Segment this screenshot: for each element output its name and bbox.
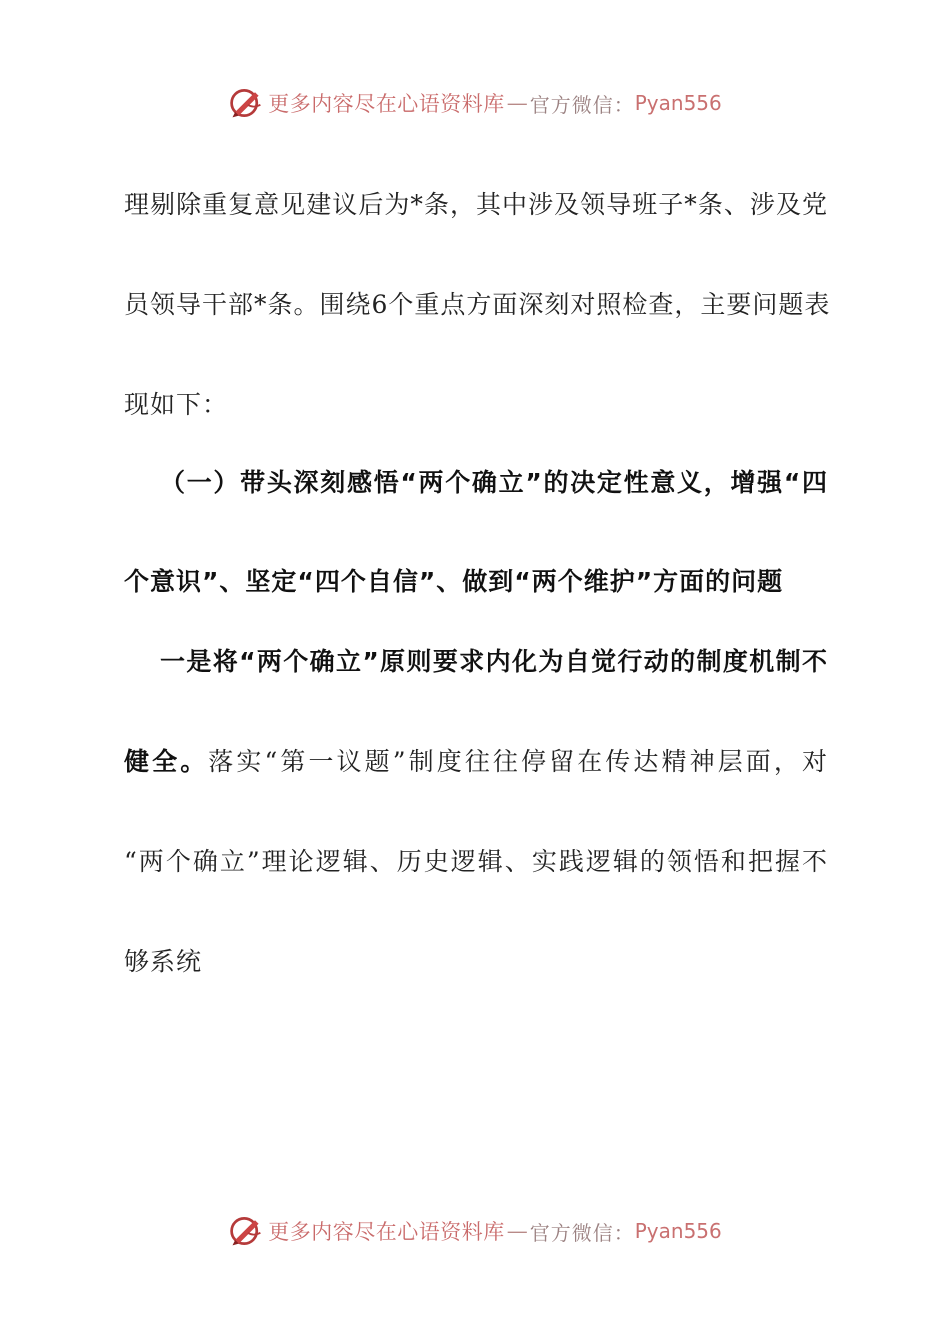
paragraph-2-bold-line-1: 一是将“两个确立”原则要求内化为自觉行动的制度机制不 bbox=[160, 647, 828, 676]
footer-official-label: 官方微信： bbox=[529, 1220, 635, 1245]
footer-wechat-id: Pyan556 bbox=[634, 1219, 722, 1243]
pen-logo-icon bbox=[228, 85, 264, 121]
paragraph-1-line-3: 现如下： bbox=[124, 390, 229, 419]
footer-brand: 更多内容尽在心语资料库 bbox=[268, 1220, 505, 1244]
paragraph-2-line-4: 够系统 bbox=[124, 947, 203, 976]
heading-1-line-1: （一）带头深刻感悟“两个确立”的决定性意义，增强“四 bbox=[160, 468, 828, 497]
paragraph-2-line-2-rest: 落实“第一议题”制度往往停留在传达精神层面，对 bbox=[208, 747, 828, 776]
banner-dash: — bbox=[506, 91, 528, 115]
banner-brand: 更多内容尽在心语资料库 bbox=[268, 92, 505, 116]
paragraph-2-lead-bold: 健全。 bbox=[124, 747, 209, 776]
header-banner bbox=[0, 80, 950, 126]
pen-logo-icon bbox=[228, 1213, 264, 1249]
banner-wechat-id: Pyan556 bbox=[634, 91, 722, 115]
paragraph-1-line-1: 理剔除重复意见建议后为*条，其中涉及领导班子*条、涉及党 bbox=[124, 190, 828, 219]
paragraph-2-line-3: “两个确立”理论逻辑、历史逻辑、实践逻辑的领悟和把握不 bbox=[124, 847, 828, 876]
paragraph-1-line-2: 员领导干部*条。围绕6个重点方面深刻对照检查，主要问题表 bbox=[124, 290, 831, 319]
banner-official-label: 官方微信： bbox=[529, 92, 635, 117]
heading-1-line-2: 个意识”、坚定“四个自信”、做到“两个维护”方面的问题 bbox=[124, 567, 784, 596]
paragraph-2-line-2 bbox=[124, 745, 828, 779]
footer-dash: — bbox=[506, 1219, 528, 1243]
footer-banner bbox=[0, 1208, 950, 1254]
